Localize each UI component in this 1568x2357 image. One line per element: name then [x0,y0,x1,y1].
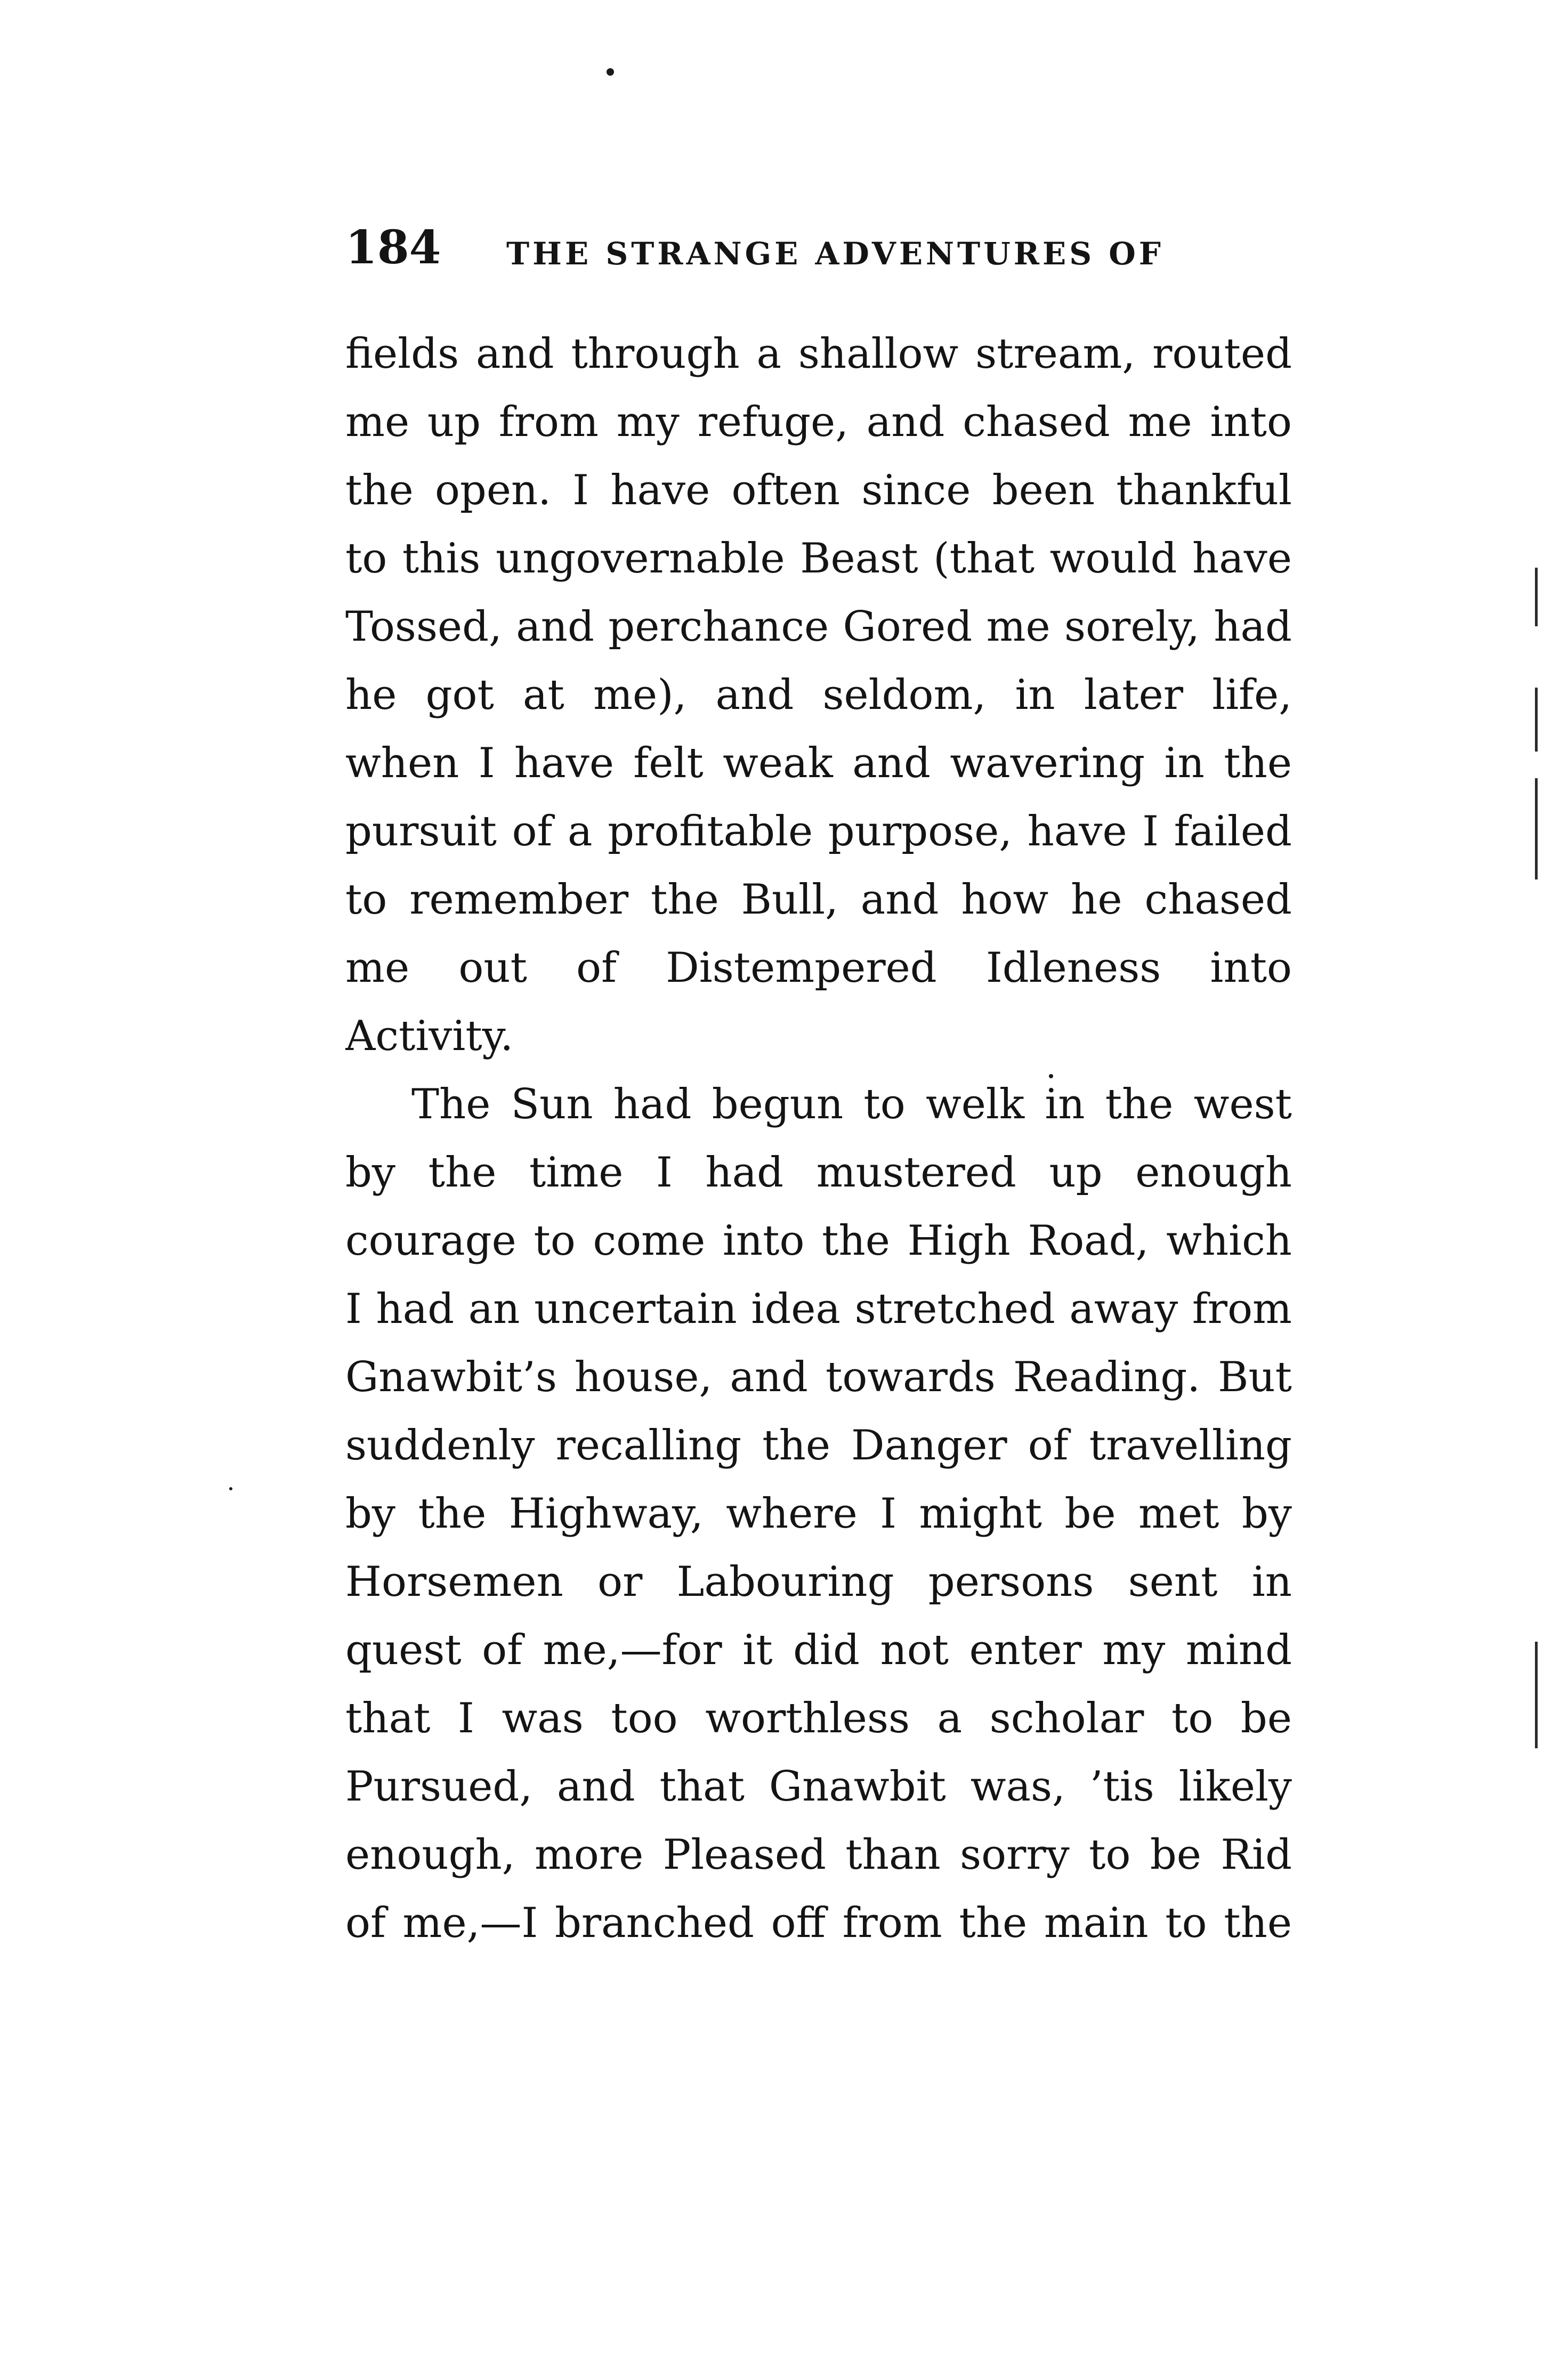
margin-scan-mark [1535,568,1538,626]
text-line: of me,—I branched off from the main to the [345,1899,1292,1947]
page-header [345,221,1305,285]
page-number: 184 [345,221,441,275]
ink-speck [607,68,614,76]
text-line: me up from my refuge, and chased me into [345,398,1292,446]
text-line: that I was too worthless a scholar to be [345,1694,1292,1742]
text-line: I had an uncertain idea stretched away from [345,1285,1292,1333]
text-line: courage to come into the High Road, which [345,1217,1292,1265]
text-line: when I have felt weak and wavering in the [345,739,1292,787]
text-line: enough, more Pleased than sorry to be Rid [345,1831,1292,1879]
text-line: Horsemen or Labouring persons sent in [345,1558,1292,1606]
margin-scan-mark [1535,1642,1538,1748]
text-line: by the Highway, where I might be met by [345,1490,1292,1538]
text-line: suddenly recalling the Danger of travelling [345,1422,1292,1470]
text-line: me out of Distempered Idleness into [345,944,1292,992]
margin-scan-mark [1535,688,1538,752]
text-line: by the time I had mustered up enough [345,1149,1292,1197]
text-line: pursuit of a profitable purpose, have I failed [345,808,1292,855]
paragraph [345,1070,1292,1957]
text-line: Activity. [345,1012,514,1060]
text-line: to this ungovernable Beast (that would have [345,535,1292,583]
running-title: THE STRANGE ADVENTURES OF [506,236,1164,272]
text-line: The Sun had begun to welk in the west [411,1080,1292,1128]
paragraph [345,320,1292,1070]
text-line: Tossed, and perchance Gored me sorely, had [345,603,1292,651]
text-line: to remember the Bull, and how he chased [345,876,1292,924]
ink-speck [229,1487,232,1490]
margin-scan-mark [1535,778,1538,879]
text-line: he got at me), and seldom, in later life, [345,671,1292,719]
body-text [345,320,1292,1957]
text-line: Pursued, and that Gnawbit was, ’tis likely [345,1763,1292,1811]
text-line: the open. I have often since been thankful [345,466,1292,514]
text-line: Gnawbit’s house, and towards Reading. But [345,1353,1292,1401]
text-line: quest of me,—for it did not enter my mind [345,1626,1292,1674]
text-line: fields and through a shallow stream, routed [345,330,1292,378]
